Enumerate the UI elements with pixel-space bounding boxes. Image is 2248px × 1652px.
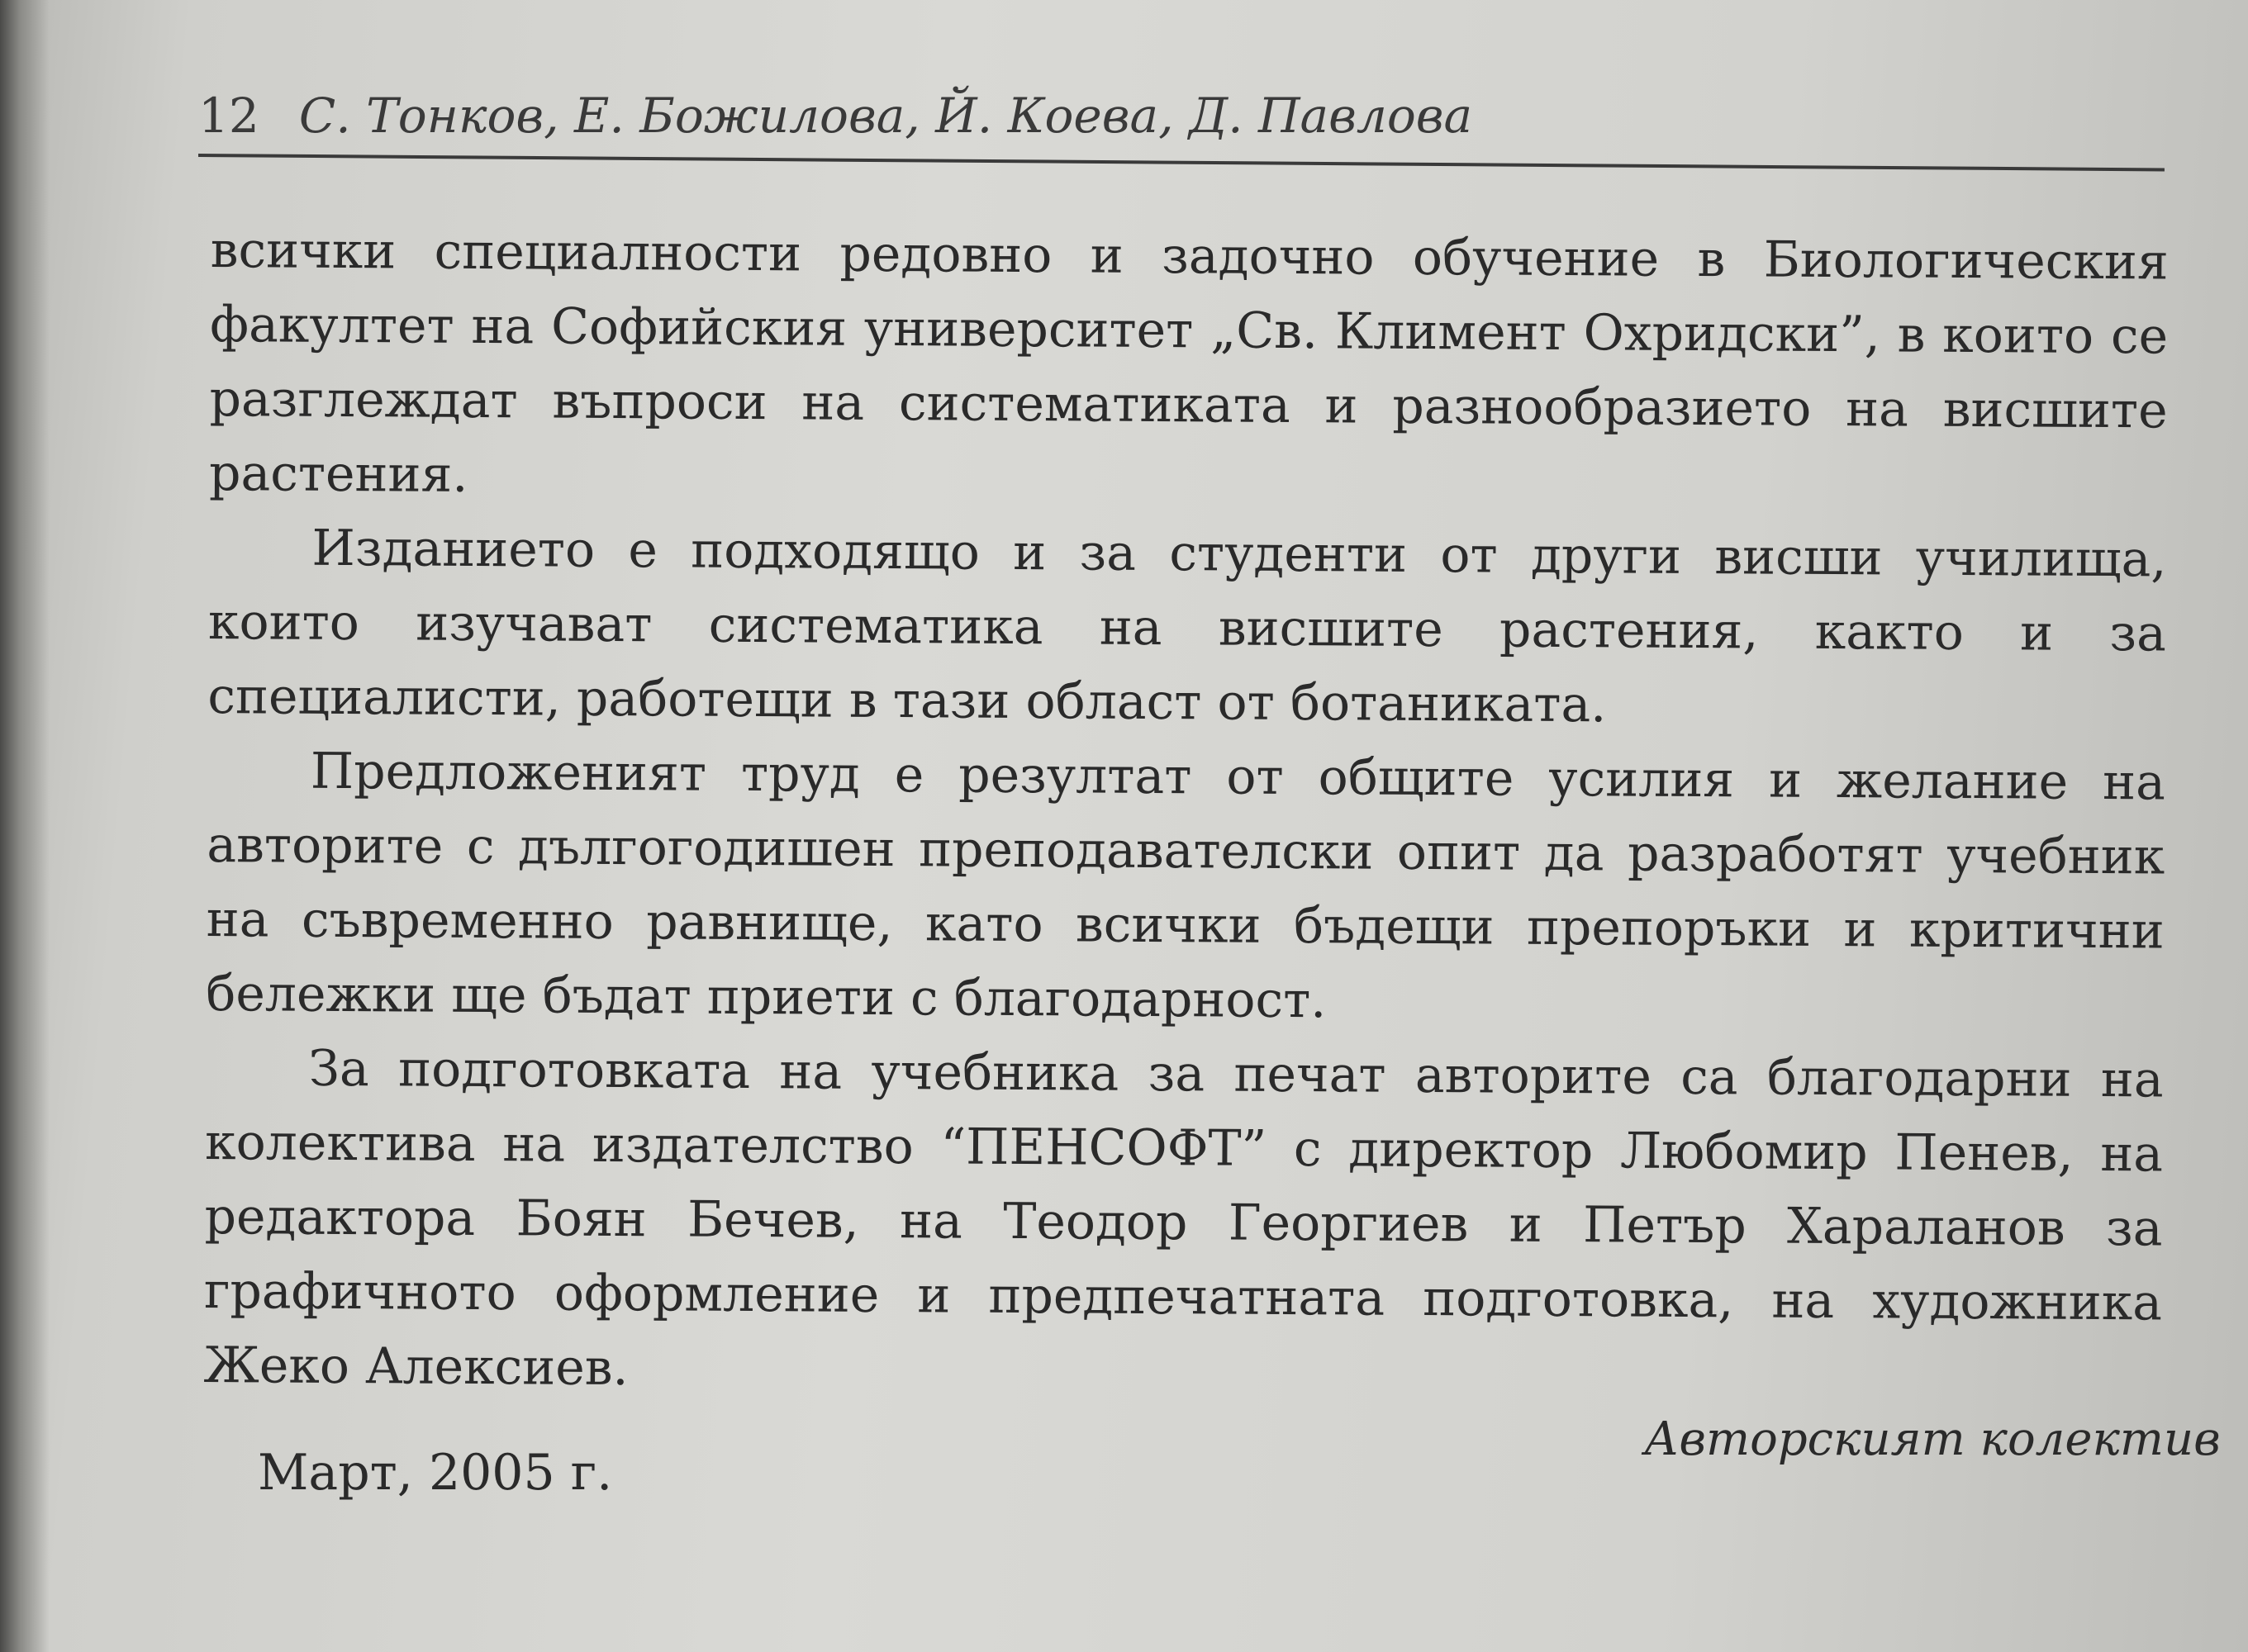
date-line: Март, 2005 г. bbox=[258, 1444, 613, 1502]
paragraph-continuation: всички специалности редовно и задочно обучение в Биологическия факултет на Софийския университет „Св. Климент Охридски”, в които се разглеждат въпроси на систематиката и разнообразието на висшите растения. bbox=[208, 221, 2169, 504]
header-rule bbox=[198, 154, 2165, 171]
paragraph-acknowledgements: За подготовката на учебника за печат авторите са благодарни на колектива на издателство “ПЕНСОФТ” с директор Любомир Пенев, на редактора Боян Бечев, на Теодор Георгиев и Петър Хараланов за графичното оформление и предпечатната подготовка, на художника Жеко Алексиев. bbox=[203, 1039, 2164, 1398]
body-text bbox=[203, 213, 2169, 1414]
running-head-authors: С. Тонков, Е. Божилова, Й. Коева, Д. Павлова bbox=[298, 88, 1473, 144]
paragraph-purpose: Предложеният труд е резултат от общите усилия и желание на авторите с дългогодишен преподавателски опит да разработят учебник на съвременно равнище, като всички бъдещи препоръки и критични бележки ще бъдат приети с благодарност. bbox=[206, 742, 2166, 1030]
authors-signature: Авторският колектив bbox=[1644, 1412, 2221, 1466]
paragraph-audience: Изданието е подходящо и за студенти от други висши училища, които изучават систематика на висшите растения, както и за специалисти, работещи в тази област от ботаниката. bbox=[207, 519, 2167, 734]
page-number: 12 bbox=[198, 88, 259, 144]
running-head bbox=[198, 83, 1472, 149]
